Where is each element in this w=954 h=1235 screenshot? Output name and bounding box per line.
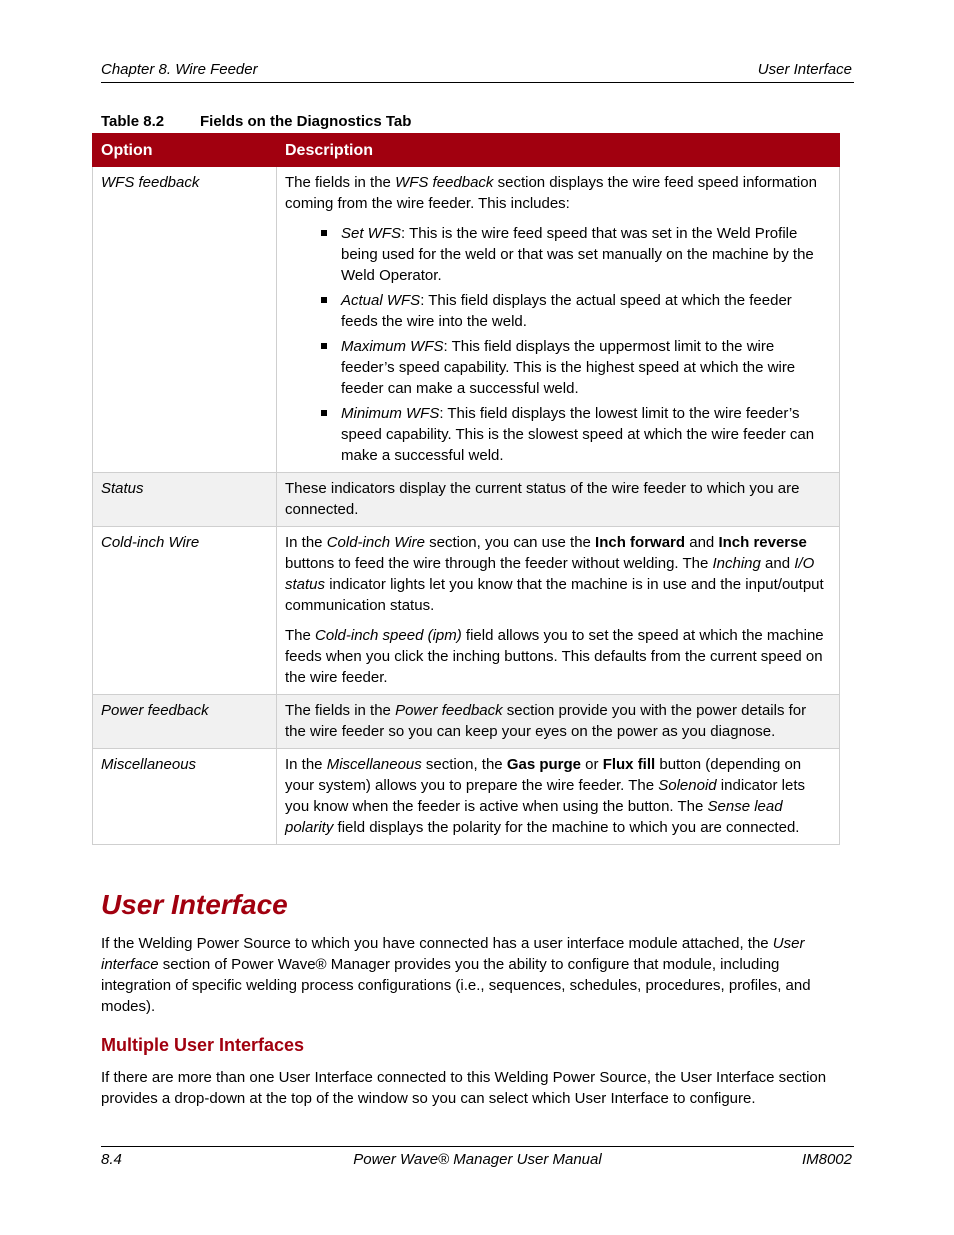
description-cell bbox=[277, 167, 840, 473]
diagnostics-fields-table bbox=[92, 133, 840, 845]
square-bullet-icon bbox=[321, 410, 327, 416]
footer-page-number: 8.4 bbox=[101, 1151, 122, 1168]
text: and bbox=[760, 555, 795, 572]
table-caption bbox=[101, 113, 411, 130]
text: section, you can use the bbox=[424, 534, 596, 551]
footer-doc-id: IM8002 bbox=[801, 1151, 852, 1168]
header-chapter: Chapter 8. Wire Feeder bbox=[101, 61, 258, 78]
table-row-miscellaneous bbox=[93, 749, 840, 845]
subheading-multiple-user-interfaces: Multiple User Interfaces bbox=[101, 1035, 305, 1055]
em-text: Cold-inch Wire bbox=[326, 534, 425, 551]
text: If the Welding Power Source to which you have connected has a user interface module attached, the bbox=[101, 935, 773, 952]
em-text: Power feedback bbox=[395, 702, 503, 719]
em-text: Miscellaneous bbox=[326, 756, 422, 773]
header-section: User Interface bbox=[757, 61, 852, 78]
list-item bbox=[285, 223, 831, 286]
em-text: WFS feedback bbox=[395, 174, 494, 191]
text: In the bbox=[285, 756, 327, 773]
square-bullet-icon bbox=[321, 297, 327, 303]
square-bullet-icon bbox=[321, 230, 327, 236]
description-cell bbox=[277, 749, 840, 845]
bold-text: Gas purge bbox=[506, 756, 581, 773]
item-text: : This field displays the actual speed at which the feeder feeds the wire into the weld. bbox=[341, 292, 792, 330]
column-header-option: Option bbox=[93, 134, 277, 167]
description-cell bbox=[277, 473, 840, 527]
item-text: : This is the wire feed speed that was set in the Weld Profile being used for the weld or that was set manually on the machine by the Weld Operator. bbox=[341, 225, 814, 284]
option-cell: Status bbox=[93, 473, 277, 527]
text: button (depending on your system) allows you to prepare the wire feeder. The bbox=[285, 756, 802, 794]
text: These indicators display the current status of the wire feeder to which you are connected. bbox=[285, 480, 800, 518]
bold-text: Inch reverse bbox=[718, 534, 807, 551]
text: The bbox=[285, 627, 316, 644]
footer-title: Power Wave® Manager User Manual bbox=[353, 1151, 602, 1168]
user-interface-paragraph bbox=[101, 933, 851, 1017]
text: The fields in the bbox=[285, 702, 396, 719]
em-text: Inching bbox=[712, 555, 761, 572]
description-cell bbox=[277, 695, 840, 749]
table-row-cold-inch-wire bbox=[93, 527, 840, 695]
bold-text: Flux fill bbox=[602, 756, 656, 773]
text: field displays the polarity for the machine to which you are connected. bbox=[333, 819, 800, 836]
option-cell: Cold-inch Wire bbox=[93, 527, 277, 695]
table-row-status bbox=[93, 473, 840, 527]
list-item bbox=[285, 336, 831, 399]
option-cell: Miscellaneous bbox=[93, 749, 277, 845]
em-text: Cold-inch speed (ipm) bbox=[315, 627, 462, 644]
text: section, the bbox=[421, 756, 507, 773]
option-cell: Power feedback bbox=[93, 695, 277, 749]
item-text: : This field displays the lowest limit to the wire feeder’s speed capability. This is the slowest speed at which the wire feeder can make a successful weld. bbox=[341, 405, 815, 464]
table-row-wfs-feedback bbox=[93, 167, 840, 473]
square-bullet-icon bbox=[321, 343, 327, 349]
text: indicator lights let you know that the machine is in use and the input/output communication status. bbox=[285, 576, 824, 614]
section-heading-user-interface: User Interface bbox=[101, 889, 288, 920]
em-text: User interface bbox=[101, 935, 805, 973]
item-term: Maximum WFS bbox=[341, 338, 444, 355]
text: section displays the wire feed speed information coming from the wire feeder. This includes: bbox=[285, 174, 817, 212]
column-header-description: Description bbox=[277, 134, 840, 167]
table-row-power-feedback bbox=[93, 695, 840, 749]
list-item bbox=[285, 290, 831, 332]
item-term: Actual WFS bbox=[341, 292, 421, 309]
list-item bbox=[285, 403, 831, 466]
text: buttons to feed the wire through the feeder without welding. The bbox=[285, 555, 713, 572]
bold-text: Inch forward bbox=[595, 534, 686, 551]
table-header-row bbox=[93, 134, 840, 167]
description-cell bbox=[277, 527, 840, 695]
item-term: Minimum WFS bbox=[341, 405, 440, 422]
wfs-field-list bbox=[285, 223, 831, 466]
em-text: Solenoid bbox=[658, 777, 717, 794]
multiple-ui-paragraph: If there are more than one User Interface connected to this Welding Power Source, the User Interface section provides a drop-down at the top of the window so you can select which User Interface to configure. bbox=[101, 1069, 827, 1107]
table-caption-number: Table 8.2 bbox=[101, 113, 165, 130]
em-text: I/O status bbox=[285, 555, 815, 593]
text: In the bbox=[285, 534, 327, 551]
text: field allows you to set the speed at which the machine feeds when you click the inching buttons. This defaults from the current speed on the wire feeder. bbox=[285, 627, 824, 686]
text: The fields in the bbox=[285, 174, 396, 191]
text: section of Power Wave® Manager provides you the ability to configure that module, including integration of specific welding process configurations (i.e., sequences, schedules, procedures, profiles, and modes). bbox=[101, 956, 811, 1015]
em-text: Sense lead polarity bbox=[285, 798, 783, 836]
text: or bbox=[581, 756, 603, 773]
page-header bbox=[101, 60, 854, 83]
text: section provide you with the power details for the wire feeder so you can keep your eyes on the power as you diagnose. bbox=[285, 702, 807, 740]
page-footer bbox=[101, 1146, 854, 1171]
text: and bbox=[685, 534, 719, 551]
table-caption-title: Fields on the Diagnostics Tab bbox=[200, 113, 412, 130]
text: indicator lets you know when the feeder is active when using the button. The bbox=[285, 777, 806, 815]
item-term: Set WFS bbox=[341, 225, 402, 242]
option-cell: WFS feedback bbox=[93, 167, 277, 473]
item-text: : This field displays the uppermost limit to the wire feeder’s speed capability. This is the highest speed at which the wire feeder can make a successful weld. bbox=[341, 338, 796, 397]
